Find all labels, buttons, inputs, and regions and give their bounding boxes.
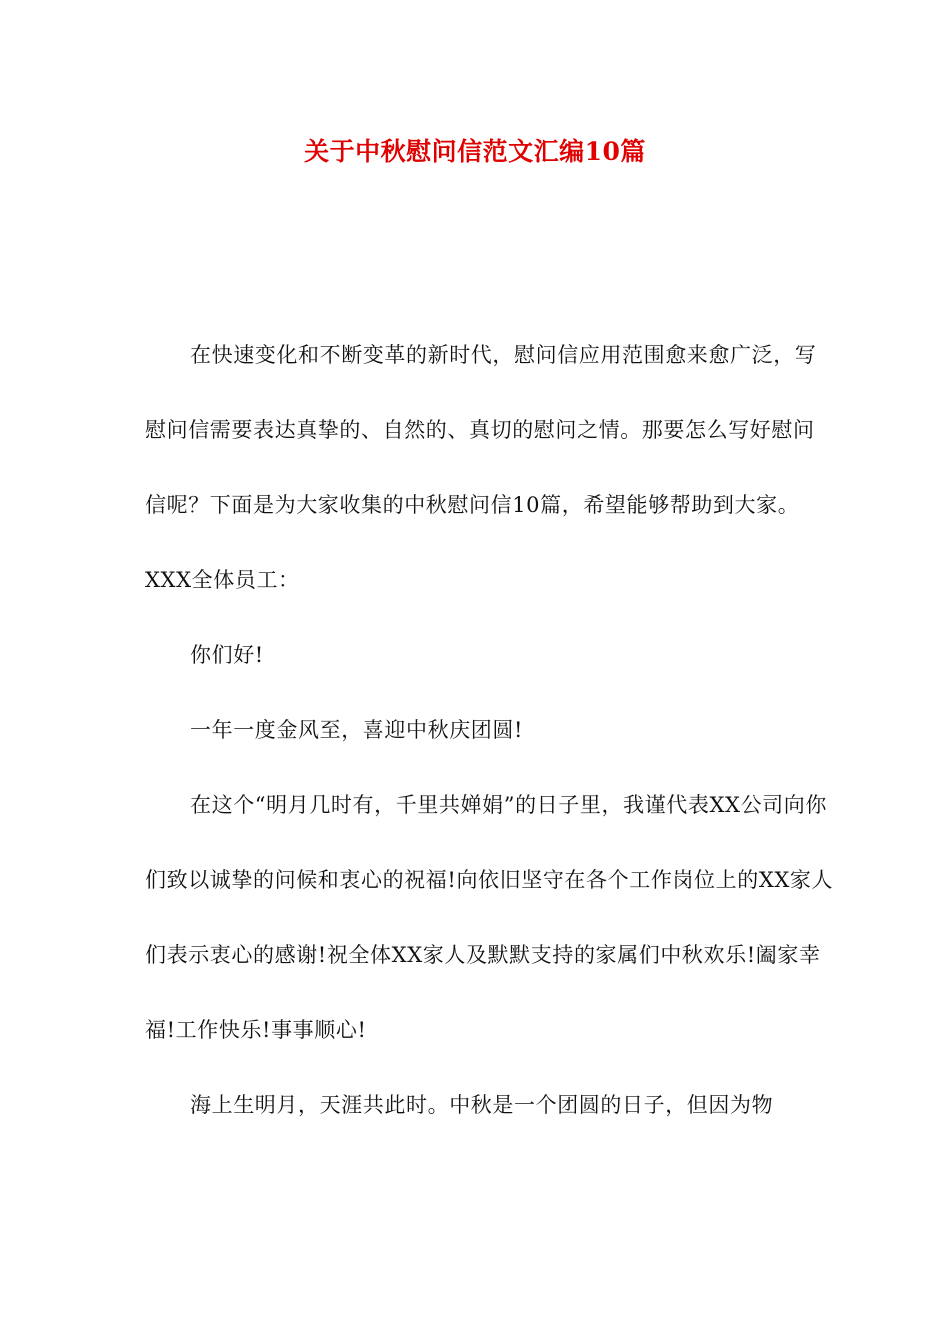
greeting: 你们好! [190,643,264,667]
document-title: 关于中秋慰问信范文汇编10篇 [304,137,646,166]
salutation: XXX全体员工： [145,568,300,592]
letter-paragraph: 海上生明月，天涯共此时。中秋是一个团圆的日子，但因为物 [190,1093,774,1117]
letter-paragraph: 在这个“明月几时有，千里共婵娟”的日子里，我谨代表XX公司向你们致以诚挚的问候和衷心的祝福!向依旧坚守在各个工作岗位上的XX家人们表示衷心的感谢!祝全体XX家人及默默支持的家属们中秋欢乐!阖家幸福!工作快乐!事事顺心! [145,793,834,1042]
intro-paragraph: 在快速变化和不断变革的新时代，慰问信应用范围愈来愈广泛，写慰问信需要表达真挚的、自然的、真切的慰问之情。那要怎么写好慰问信呢？下面是为大家收集的中秋慰问信10篇，希望能够帮助到大家。 [145,343,817,517]
document-body [145,318,835,1143]
festival-line: 一年一度金风至，喜迎中秋庆团圆! [190,718,524,742]
